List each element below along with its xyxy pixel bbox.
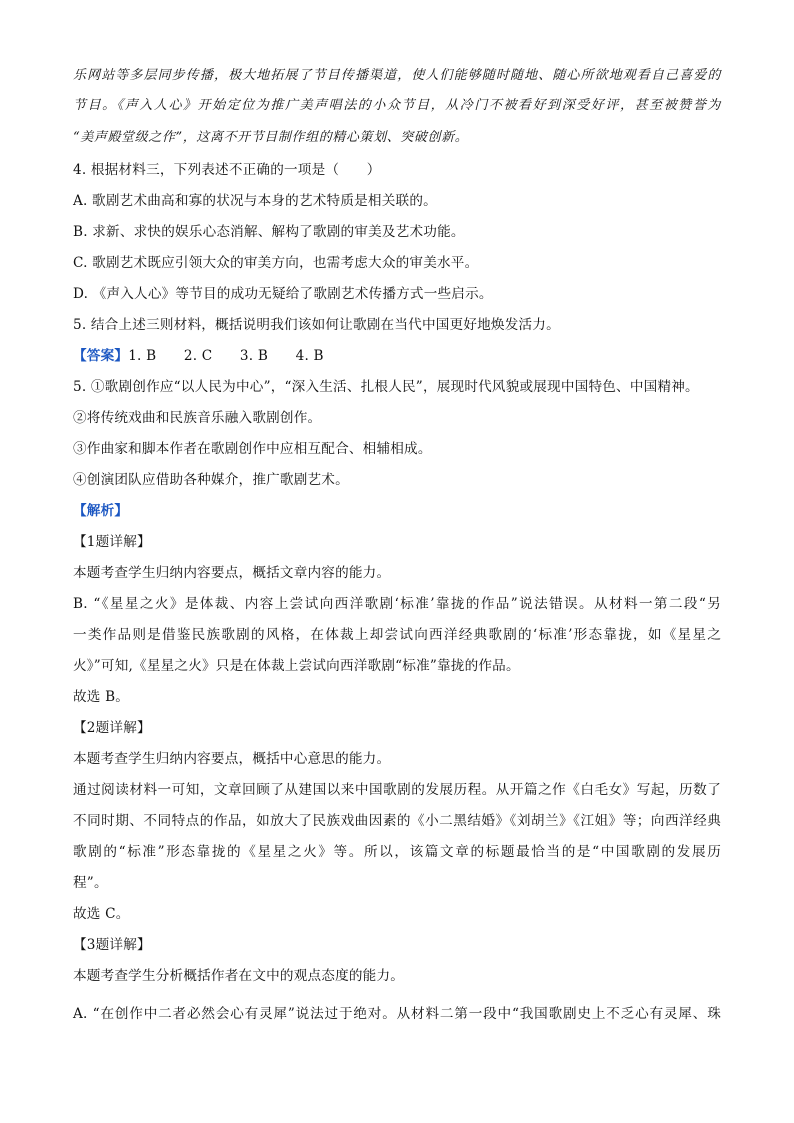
question-5-stem: 5. 结合上述三则材料，概括说明我们该如何让歌剧在当代中国更好地焕发活力。 <box>73 317 560 333</box>
material-line-1: 乐网站等多层同步传播，极大地拓展了节目传播渠道，使人们能够随时随地、随心所欲地观看自己喜爱的 <box>73 68 721 83</box>
material-line-3: “美声殿堂级之作”，这离不开节目制作组的精心策划、突破创新。 <box>73 130 469 145</box>
q2-line: 程”。 <box>73 875 108 891</box>
q1-line: B. “《星星之火》是体裁、内容上尝试向西洋歌剧‘标准’靠拢的作品”说法错误。从材料一第二段“另 <box>73 596 721 612</box>
question-4-option-b: B. 求新、求快的娱乐心态消解、解构了歌剧的审美及艺术功能。 <box>73 224 465 240</box>
q2-line: 不同时期、不同特点的作品，如放大了民族戏曲因素的《小二黑结婚》《刘胡兰》《江姐》等；向西洋经典 <box>73 813 721 829</box>
answer-q5-point-2: ②将传统戏曲和民族音乐融入歌剧创作。 <box>73 410 322 426</box>
q3-line: 本题考查学生分析概括作者在文中的观点态度的能力。 <box>73 968 405 984</box>
q1-heading: 【1题详解】 <box>73 534 151 550</box>
question-4-option-a: A. 歌剧艺术曲高和寡的状况与本身的艺术特质是相关联的。 <box>73 193 437 209</box>
q2-line: 歌剧的“标准”形态靠拢的《星星之火》等。所以，该篇文章的标题最恰当的是“中国歌剧的发展历 <box>73 844 721 860</box>
q2-conclusion: 故选 C。 <box>73 906 130 922</box>
q1-line: 一类作品则是借鉴民族歌剧的风格，在体裁上却尝试向西洋经典歌剧的‘标准’形态靠拢，如《星星之 <box>73 627 721 643</box>
q2-line: 通过阅读材料一可知，文章回顾了从建国以来中国歌剧的发展历程。从开篇之作《白毛女》写起，历数了 <box>73 782 721 798</box>
answer-q5-point-4: ④创演团队应借助各种媒介，推广歌剧艺术。 <box>73 472 349 488</box>
question-4-option-c: C. 歌剧艺术既应引领大众的审美方向，也需考虑大众的审美水平。 <box>73 255 479 271</box>
q2-line: 本题考查学生归纳内容要点，概括中心意思的能力。 <box>73 751 391 767</box>
q1-line: 火》”可知,《星星之火》只是在体裁上尝试向西洋歌剧“标准”靠拢的作品。 <box>73 658 520 674</box>
material-line-2: 节目。《声入人心》开始定位为推广美声唱法的小众节目，从冷门不被看好到深受好评，甚至被赞誉为 <box>73 98 721 113</box>
answer-label: 【答案】 <box>73 348 129 364</box>
q1-conclusion: 故选 B。 <box>73 689 130 705</box>
answer-choices: 1. B 2. C 3. B 4. B <box>128 348 324 364</box>
question-4-option-d: D. 《声入人心》等节目的成功无疑给了歌剧艺术传播方式一些启示。 <box>73 286 493 302</box>
answer-row <box>73 346 721 366</box>
answer-q5-point-3: ③作曲家和脚本作者在歌剧创作中应相互配合、相辅相成。 <box>73 441 432 457</box>
q1-line: 本题考查学生归纳内容要点，概括文章内容的能力。 <box>73 565 391 581</box>
q3-line: A. “在创作中二者必然会心有灵犀”说法过于绝对。从材料二第一段中“我国歌剧史上不乏心有灵犀、珠 <box>73 1006 721 1022</box>
answer-q5-point-1: 5. ①歌剧创作应“以人民为中心”，“深入生活、扎根人民”，展现时代风貌或展现中国特色、中国精神。 <box>73 379 699 395</box>
analysis-label: 【解析】 <box>73 503 129 519</box>
q2-heading: 【2题详解】 <box>73 720 151 736</box>
q3-heading: 【3题详解】 <box>73 937 151 953</box>
question-4-stem: 4. 根据材料三，下列表述不正确的一项是（ ） <box>73 162 381 178</box>
